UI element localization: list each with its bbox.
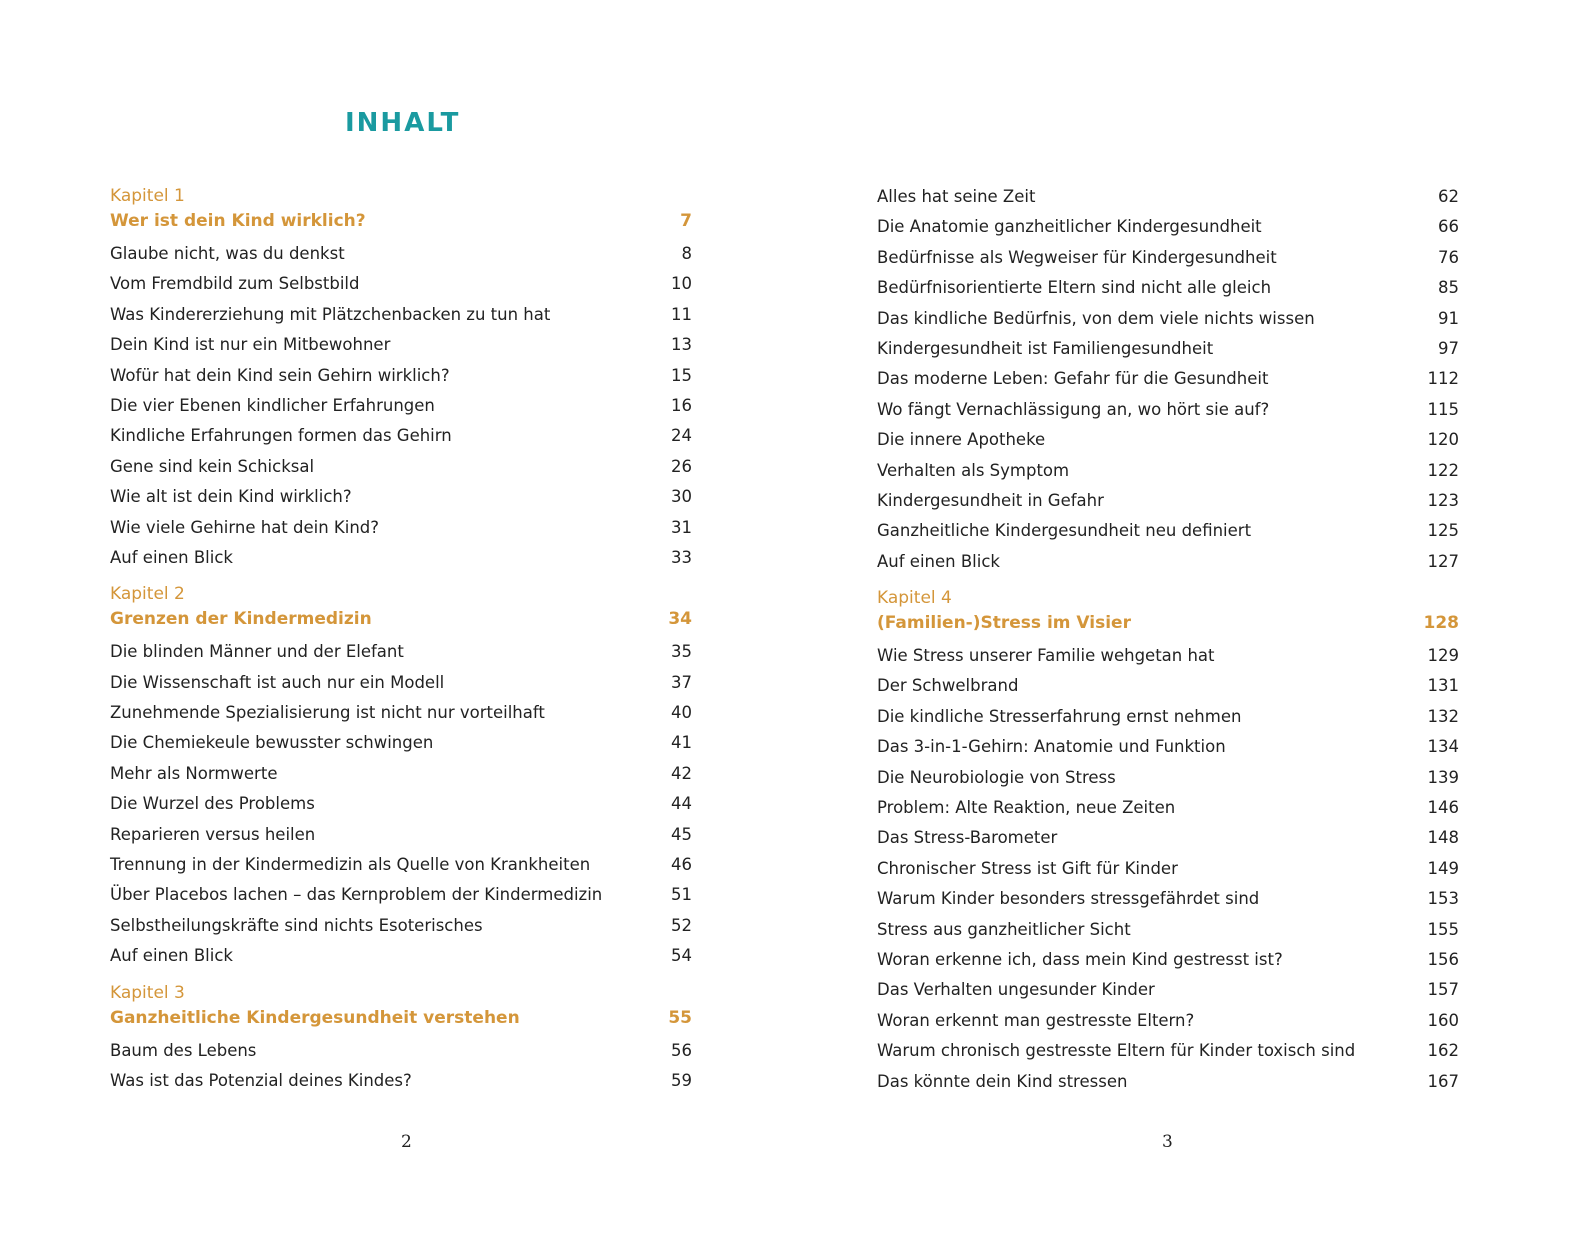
toc-entry-title: Auf einen Blick [877,551,1000,571]
chapter-spacer [110,974,692,981]
toc-entry-title: Die kindliche Stresserfahrung ernst nehmen [877,706,1242,726]
toc-entry[interactable] [877,549,1459,579]
toc-entry-page: 122 [1427,460,1459,480]
toc-entry-title: Die Wurzel des Problems [110,794,315,814]
toc-entry[interactable] [877,427,1459,457]
toc-entry-title: Stress aus ganzheitlicher Sicht [877,919,1131,939]
chapter-title: Ganzheitliche Kindergesundheit verstehen [110,1007,520,1028]
chapter-title: Wer ist dein Kind wirklich? [110,211,366,231]
toc-entry[interactable] [110,913,692,943]
toc-entry-title: Das Verhalten ungesunder Kinder [877,980,1155,1000]
toc-entry[interactable] [877,856,1459,886]
toc-entry[interactable] [110,454,692,484]
toc-entry[interactable] [110,1068,692,1098]
toc-entry-title: Der Schwelbrand [877,676,1019,696]
toc-entry-title: Kindergesundheit ist Familiengesundheit [877,338,1214,358]
toc-entry-page: 162 [1427,1041,1459,1061]
toc-entry-title: Wofür hat dein Kind sein Gehirn wirklich? [110,365,450,385]
toc-entry-page: 123 [1427,490,1459,510]
toc-entry-page: 91 [1438,308,1459,328]
chapter-label: Kapitel 1 [110,186,185,206]
toc-entry[interactable] [110,423,692,453]
toc-entry[interactable] [110,241,692,271]
toc-entry[interactable] [110,943,692,973]
toc-entry[interactable] [877,245,1459,275]
toc-entry-title: Die Anatomie ganzheitlicher Kindergesundheit [877,217,1262,237]
toc-entry-page: 40 [671,703,692,723]
toc-entry-page: 115 [1427,399,1459,419]
toc-entry-page: 37 [671,672,692,692]
toc-entry-page: 8 [681,244,692,263]
toc-entry[interactable] [110,822,692,852]
toc-entry[interactable] [110,515,692,545]
toc-entry-title: Wie alt ist dein Kind wirklich? [110,487,352,507]
toc-entry-page: 54 [671,946,692,966]
toc-entry-page: 10 [671,274,692,294]
toc-entry[interactable] [877,1008,1459,1038]
toc-entry-page: 52 [671,915,692,935]
toc-entry-page: 15 [671,365,692,385]
toc-entry-title: Bedürfnisse als Wegweiser für Kindergesundheit [877,247,1277,267]
toc-entry[interactable] [877,275,1459,305]
toc-entry-title: Trennung in der Kindermedizin als Quelle von Krankheiten [110,855,591,875]
toc-entry-title: Chronischer Stress ist Gift für Kinder [877,858,1178,878]
toc-entry-page: 97 [1438,338,1459,358]
toc-entry-page: 131 [1427,676,1459,696]
chapter-title-row[interactable] [110,209,692,241]
toc-entry[interactable] [110,484,692,514]
toc-entry[interactable] [110,700,692,730]
toc-entry-page: 62 [1438,187,1459,206]
chapter-page: 128 [1423,613,1459,634]
chapter-spacer [877,579,1459,586]
toc-entry-title: Woran erkennt man gestresste Eltern? [877,1010,1195,1030]
toc-entry[interactable] [877,643,1459,673]
toc-entry-title: Wie viele Gehirne hat dein Kind? [110,517,380,537]
toc-entry-title: Die Chemiekeule bewusster schwingen [110,733,434,753]
toc-entry-title: Auf einen Blick [110,946,233,966]
toc-entry-title: Alles hat seine Zeit [877,187,1036,206]
toc-entry-title: Baum des Lebens [110,1040,257,1060]
toc-entry[interactable] [877,366,1459,396]
toc-entry-title: Glaube nicht, was du denkst [110,244,345,263]
toc-entry-title: Über Placebos lachen – das Kernproblem der Kindermedizin [110,885,603,905]
toc-entry[interactable] [877,765,1459,795]
toc-entry-page: 44 [671,794,692,814]
toc-entry[interactable] [877,947,1459,977]
toc-entry-title: Was ist das Potenzial deines Kindes? [110,1070,412,1090]
toc-entry[interactable] [877,886,1459,916]
toc-entry-title: Woran erkenne ich, dass mein Kind gestresst ist? [877,949,1283,969]
toc-entry-page: 41 [671,733,692,753]
toc-entry[interactable] [110,852,692,882]
toc-entry[interactable] [877,336,1459,366]
chapter-title: Grenzen der Kindermedizin [110,609,372,630]
toc-entry-title: Ganzheitliche Kindergesundheit neu definiert [877,521,1252,541]
toc-entry-page: 51 [671,885,692,905]
toc-entry-page: 35 [671,642,692,662]
toc-entry[interactable] [110,393,692,423]
toc-entry-title: Kindergesundheit in Gefahr [877,490,1104,510]
toc-entry-page: 127 [1427,551,1459,571]
toc-entry-title: Die Wissenschaft ist auch nur ein Modell [110,672,445,692]
toc-entry-title: Warum Kinder besonders stressgefährdet sind [877,889,1260,909]
toc-entry-title: Wo fängt Vernachlässigung an, wo hört sie auf? [877,399,1270,419]
toc-entry-title: Gene sind kein Schicksal [110,456,315,476]
toc-entry[interactable] [110,791,692,821]
toc-entry-page: 85 [1438,278,1459,298]
toc-entry-page: 129 [1427,646,1459,666]
toc-entry-page: 13 [671,335,692,355]
toc-entry-page: 146 [1427,798,1459,818]
chapter-title-row[interactable] [110,1006,692,1038]
toc-entry[interactable] [877,184,1459,214]
toc-entry-page: 45 [671,824,692,844]
toc-entry-page: 59 [671,1070,692,1090]
toc-entry-title: Kindliche Erfahrungen formen das Gehirn [110,426,452,446]
toc-entry-page: 16 [671,395,692,415]
chapter-title: (Familien-)Stress im Visier [877,613,1131,634]
toc-entry[interactable] [877,673,1459,703]
toc-entry[interactable] [110,332,692,362]
toc-entry[interactable] [110,730,692,760]
toc-entry-title: Das 3-in-1-Gehirn: Anatomie und Funktion [877,737,1226,757]
toc-entry[interactable] [877,458,1459,488]
toc-entry-title: Auf einen Blick [110,547,233,567]
toc-entry-title: Verhalten als Symptom [877,460,1070,480]
toc-entry-page: 120 [1427,430,1459,450]
toc-entry-title: Dein Kind ist nur ein Mitbewohner [110,335,391,355]
toc-entry[interactable] [110,882,692,912]
toc-entry-page: 148 [1427,828,1459,848]
toc-entry-page: 160 [1427,1010,1459,1030]
chapter-page: 34 [668,609,692,630]
chapter-title-row[interactable] [877,611,1459,643]
toc-entry-title: Warum chronisch gestresste Eltern für Kinder toxisch sind [877,1041,1356,1061]
toc-entry-title: Problem: Alte Reaktion, neue Zeiten [877,798,1176,818]
chapter-label: Kapitel 2 [110,584,185,605]
toc-entry-title: Mehr als Normwerte [110,763,278,783]
toc-entry[interactable] [110,1038,692,1068]
toc-entry-page: 66 [1438,217,1459,237]
toc-entry-page: 155 [1427,919,1459,939]
chapter-page: 7 [680,211,692,231]
toc-entry-title: Bedürfnisorientierte Eltern sind nicht alle gleich [877,278,1272,298]
toc-entry[interactable] [877,306,1459,336]
toc-entry[interactable] [877,917,1459,947]
toc-entry-title: Reparieren versus heilen [110,824,316,844]
toc-entry-page: 76 [1438,247,1459,267]
toc-entry[interactable] [877,397,1459,427]
toc-entry-title: Das könnte dein Kind stressen [877,1071,1128,1091]
page-number-right: 3 [1162,1132,1173,1152]
toc-entry[interactable] [877,488,1459,518]
toc-entry-title: Was Kindererziehung mit Plätzchenbacken zu tun hat [110,304,551,324]
toc-entry-title: Das Stress-Barometer [877,828,1058,848]
toc-entry[interactable] [877,825,1459,855]
toc-entry-page: 42 [671,763,692,783]
toc-entry[interactable] [877,795,1459,825]
page-number-left: 2 [401,1132,412,1152]
chapter-spacer [110,575,692,582]
toc-entry-page: 31 [671,517,692,537]
toc-entry-title: Die Neurobiologie von Stress [877,767,1116,787]
toc-entry-page: 157 [1427,980,1459,1000]
toc-entry[interactable] [877,214,1459,244]
toc-entry-page: 156 [1427,949,1459,969]
toc-entry[interactable] [877,977,1459,1007]
toc-entry-title: Die innere Apotheke [877,430,1046,450]
toc-entry-page: 167 [1427,1071,1459,1091]
chapter-label: Kapitel 3 [110,982,185,1003]
toc-entry-page: 132 [1427,706,1459,726]
toc-entry-page: 26 [671,456,692,476]
toc-entry-page: 125 [1427,521,1459,541]
toc-entry-page: 11 [671,304,692,324]
toc-entry[interactable] [110,639,692,669]
toc-entry[interactable] [110,363,692,393]
toc-entry-page: 24 [671,426,692,446]
toc-entry-title: Das kindliche Bedürfnis, von dem viele nichts wissen [877,308,1315,328]
toc-entry[interactable] [877,704,1459,734]
toc-entry[interactable] [110,545,692,575]
page-title: INHALT [345,108,461,138]
toc-entry-title: Die vier Ebenen kindlicher Erfahrungen [110,395,435,415]
toc-entry[interactable] [877,518,1459,548]
toc-entry-page: 30 [671,487,692,507]
toc-entry[interactable] [110,670,692,700]
chapter-label: Kapitel 4 [877,588,952,609]
toc-entry-title: Vom Fremdbild zum Selbstbild [110,274,360,294]
chapter-title-row[interactable] [110,607,692,639]
toc-column-left [110,184,692,1098]
toc-entry-title: Selbstheilungskräfte sind nichts Esoterisches [110,915,483,935]
toc-entry-page: 112 [1427,369,1459,389]
toc-entry-page: 134 [1427,737,1459,757]
toc-entry-title: Die blinden Männer und der Elefant [110,642,404,662]
toc-entry-page: 46 [671,855,692,875]
toc-entry[interactable] [877,1069,1459,1099]
toc-entry[interactable] [877,1038,1459,1068]
toc-entry[interactable] [110,761,692,791]
toc-entry-title: Zunehmende Spezialisierung ist nicht nur vorteilhaft [110,703,545,723]
toc-entry-title: Wie Stress unserer Familie wehgetan hat [877,646,1215,666]
toc-entry-page: 149 [1427,858,1459,878]
toc-entry-page: 33 [671,547,692,567]
toc-entry[interactable] [110,302,692,332]
toc-entry[interactable] [110,271,692,301]
toc-entry-title: Das moderne Leben: Gefahr für die Gesundheit [877,369,1269,389]
toc-entry-page: 56 [671,1040,692,1060]
toc-column-right [877,184,1459,1099]
toc-entry[interactable] [877,734,1459,764]
chapter-page: 55 [668,1007,692,1028]
toc-entry-page: 153 [1427,889,1459,909]
toc-entry-page: 139 [1427,767,1459,787]
